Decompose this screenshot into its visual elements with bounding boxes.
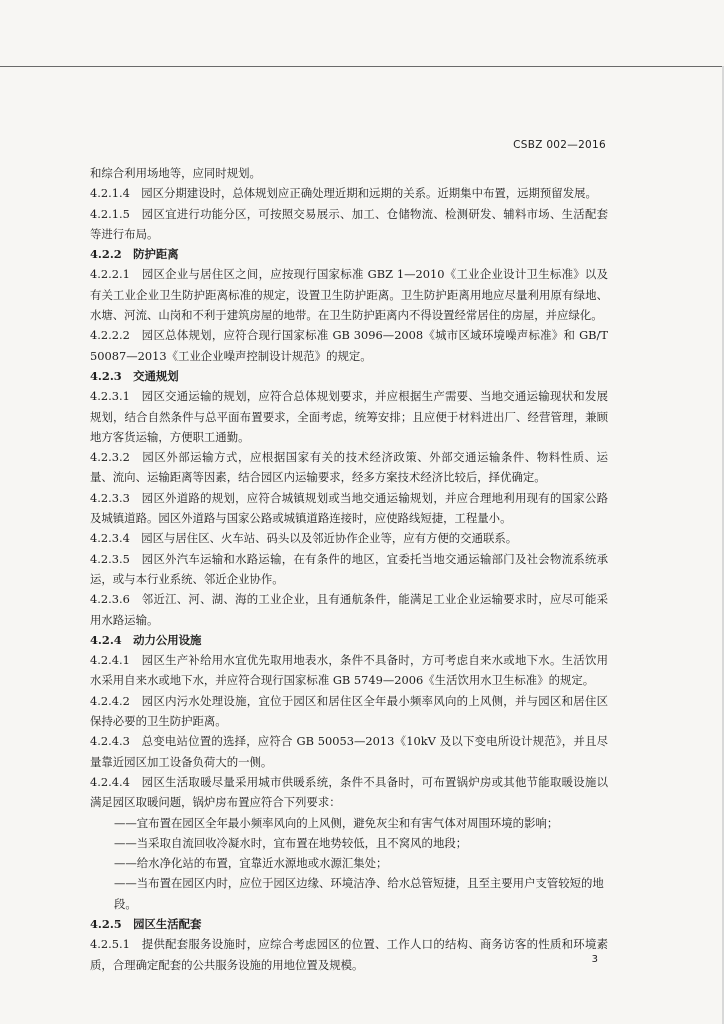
list-item: ——给水净化站的布置，宜靠近水源地或水源汇集处； [114, 856, 388, 871]
list-item: ——当布置在园区内时，应位于园区边缘、环境洁净、给水总管短捷，且至主要用户支管较短的地段。 [114, 876, 604, 911]
clause-paragraph: 4.2.3.5 园区外汽车运输和水路运输，在有条件的地区，宜委托当地交通运输部门及社会物流系统承运，或与本行业系统、邻近企业协作。 [90, 551, 608, 586]
clause-paragraph: 4.2.2.1 园区企业与居住区之间，应按现行国家标准 GBZ 1—2010《工业企业设计卫生标准》以及有关工业企业卫生防护距离标准的规定，设置卫生防护距离。卫生防护距离用地应尽量利用原有绿地、水塘、河流、山岗和不利于建筑房屋的地带。在卫生防护距离内不得设置经常居住的房屋，并应绿化。 [90, 267, 608, 323]
clause-paragraph: 4.2.3.1 园区交通运输的规划，应符合总体规划要求，并应根据生产需要、当地交通运输现状和发展规划，结合自然条件与总平面布置要求，全面考虑，统筹安排；且应便于材料进出厂、经营管理，兼顾地方客货运输，方便职工通勤。 [90, 389, 608, 444]
list-item: ——当采取自流回收冷凝水时，宜布置在地势较低，且不窝风的地段； [114, 835, 468, 850]
document-body [90, 163, 608, 975]
clause-paragraph: 4.2.3.3 园区外道路的规划，应符合城镇规划或当地交通运输规划，并应合理地利用现有的国家公路及城镇道路。园区外道路与国家公路或城镇道路连接时，应使路线短捷，工程量小。 [90, 490, 608, 526]
clause-paragraph: 4.2.2.2 园区总体规划，应符合现行国家标准 GB 3096—2008《城市区域环境噪声标准》和 GB/T 50087—2013《工业企业噪声控制设计规范》的规定。 [90, 328, 608, 363]
clause-paragraph: 4.2.3.6 邻近江、河、湖、海的工业企业，且有通航条件，能满足工业企业运输要求时，应尽可能采用水路运输。 [90, 592, 608, 627]
scan-top-border [0, 66, 724, 67]
page-number: 3 [591, 954, 598, 965]
clause-paragraph: 4.2.3.4 园区与居住区、火车站、码头以及邻近协作企业等，应有方便的交通联系。 [90, 531, 518, 546]
clause-paragraph: 4.2.1.4 园区分期建设时，总体规划应正确处理近期和远期的关系。近期集中布置，远期预留发展。 [90, 186, 597, 201]
clause-paragraph: 4.2.4.3 总变电站位置的选择，应符合 GB 50053—2013《10kV 及以下变电所设计规范》，并且尽量靠近园区加工设备负荷大的一侧。 [90, 734, 608, 769]
clause-paragraph: 4.2.4.1 园区生产补给用水宜优先取用地表水，条件不具备时，方可考虑自来水或地下水。生活饮用水采用自来水或地下水，并应符合现行国家标准 GB 5749—2006《生活饮用水卫生标准》的规定。 [90, 653, 608, 688]
list-item: ——宜布置在园区全年最小频率风向的上风侧，避免灰尘和有害气体对周围环境的影响； [114, 815, 559, 830]
section-heading: 4.2.5 园区生活配套 [90, 916, 202, 931]
section-heading: 4.2.2 防护距离 [90, 247, 179, 262]
clause-paragraph: 4.2.3.2 园区外部运输方式，应根据国家有关的技术经济政策、外部交通运输条件、物料性质、运量、流向、运输距离等因素，结合园区内运输要求，经多方案技术经济比较后，择优确定。 [90, 450, 608, 485]
clause-paragraph: 4.2.5.1 提供配套服务设施时，应综合考虑园区的位置、工作人口的结构、商务访客的性质和环境素质，合理确定配套的公共服务设施的用地位置及规模。 [90, 937, 608, 972]
clause-paragraph: 4.2.1.5 园区宜进行功能分区，可按照交易展示、加工、仓储物流、检测研发、辅料市场、生活配套等进行布局。 [90, 206, 608, 241]
standard-code-header: CSBZ 002—2016 [513, 139, 606, 151]
clause-paragraph: 4.2.4.4 园区生活取暖尽量采用城市供暖系统，条件不具备时，可布置锅炉房或其他节能取暖设施以满足园区取暖问题，锅炉房布置应符合下列要求： [90, 774, 608, 810]
clause-paragraph: 和综合利用场地等，应同时规划。 [90, 166, 261, 180]
section-heading: 4.2.3 交通规划 [90, 368, 179, 383]
clause-paragraph: 4.2.4.2 园区内污水处理设施，宜位于园区和居住区全年最小频率风向的上风侧，并与园区和居住区保持必要的卫生防护距离。 [90, 693, 608, 729]
section-heading: 4.2.4 动力公用设施 [90, 632, 202, 647]
